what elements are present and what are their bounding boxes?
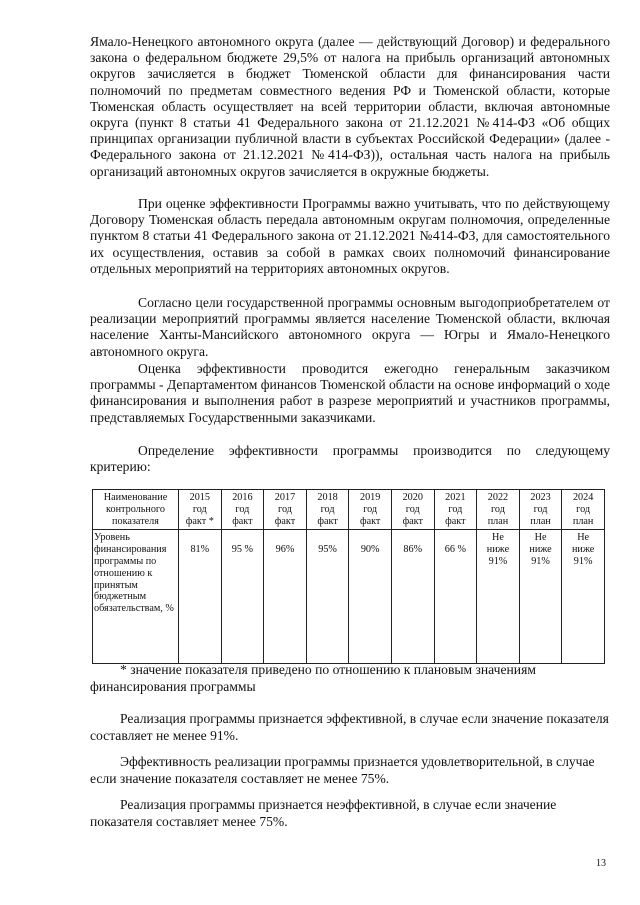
paragraph-treaty: Ямало-Ненецкого автономного округа (далее — действующий Договор) и федерального закона о федеральном бюджете 29,5% от налога на прибыль организаций автономных округов зачисляется в бюджет Тюменской области для финансирования части полномочий по предметам совместного ведения РФ и Тюменской области, которые Тюменская область осуществляет на всей территории области, включая автономные округа (пункт 8 статьи 41 Федерального закона от 21.12.2021 №414-ФЗ «Об общих принципах организации публичной власти в субъектах Российской Федерации» (далее - Федерального закона от 21.12.2021 №414-ФЗ)), остальная часть налога на прибыль организаций автономных округов зачисляется в окружные бюджеты. [90, 34, 610, 179]
header-year: 2015 [189, 492, 210, 503]
header-word: год [490, 503, 505, 515]
header-year: 2023 [530, 492, 551, 503]
header-word: год [278, 503, 292, 515]
header-kind: факт [359, 515, 381, 527]
value-2022: Не ниже 91% [477, 530, 520, 664]
paragraph-criterion: Определение эффективности программы производится по следующему критерию: [90, 443, 610, 475]
header-year-2022 [477, 490, 520, 530]
header-kind: факт [445, 515, 466, 527]
value-2024: Не ниже 91% [562, 530, 605, 664]
header-word: год [533, 503, 548, 515]
paragraph-efficiency-note: При оценке эффективности Программы важно учитывать, что по действующему Договору Тюменская область передала автономным округам полномочия, определенные пунктом 8 статьи 41 Федерального закона от 21.12.2021 №414-ФЗ, для самостоятельного их осуществления, оставив за собой в рамках своих полномочий финансирование отдельных мероприятий на территориях автономных округов. [90, 196, 610, 276]
value-2016: 95 % [221, 530, 264, 664]
header-kind: план [530, 515, 551, 527]
value-2021: 66 % [434, 530, 477, 664]
header-year: 2016 [232, 492, 253, 503]
header-kind: план [487, 515, 509, 527]
header-year-2020 [391, 490, 434, 530]
header-year: 2018 [317, 492, 338, 503]
footnote: * значение показателя приведено по отношению к плановым значениям финансирования программы [90, 662, 536, 694]
header-kind: факт [402, 515, 423, 527]
header-word: год [363, 503, 378, 515]
value-2015: 81% [179, 530, 222, 664]
table-row [93, 530, 605, 664]
header-word: год [320, 503, 335, 515]
header-year-2024 [562, 490, 605, 530]
conclusion-ineffective: Реализация программы признается неэффективной, в случае если значение показателя составляет менее 75%. [90, 797, 557, 829]
conclusion-satisfactory: Эффективность реализации программы признается удовлетворительной, в случае если значение показателя составляет не менее 75%. [90, 754, 595, 786]
value-2018: 95% [306, 530, 349, 664]
header-word: год [235, 503, 250, 515]
header-year-2015 [179, 490, 222, 530]
row-label: Уровень финансирования программы по отношению к принятым бюджетным обязательствам, % [93, 530, 179, 664]
header-word: год [448, 503, 463, 515]
header-kind: факт [232, 515, 253, 527]
header-year-2021 [434, 490, 477, 530]
paragraph-beneficiary: Согласно цели государственной программы основным выгодоприобретателем от реализации мероприятий программы является население Тюменской области, включая население Ханты-Мансийского автономного округа — Югры и Ямало-Ненецкого автономного округа. [90, 295, 610, 359]
header-year-2017 [264, 490, 307, 530]
conclusion-effective: Реализация программы признается эффективной, в случае если значение показателя составляет не менее 91%. [90, 711, 609, 743]
header-year-2023 [519, 490, 562, 530]
value-2019: 90% [349, 530, 392, 664]
header-year: 2020 [402, 492, 423, 503]
header-word: год [576, 503, 591, 515]
header-year: 2021 [445, 492, 466, 503]
page-number: 13 [596, 858, 606, 869]
header-indicator-name: Наименование контрольного показателя [93, 490, 179, 530]
header-kind: факт [317, 515, 338, 527]
header-year-2018 [306, 490, 349, 530]
header-year: 2022 [487, 492, 509, 503]
header-year-2019 [349, 490, 392, 530]
value-2017: 96% [264, 530, 307, 664]
header-year-2016 [221, 490, 264, 530]
table-header-row [93, 490, 605, 530]
header-year: 2017 [274, 492, 296, 503]
header-word: год [405, 503, 420, 515]
header-kind: факт [274, 515, 296, 527]
value-2023: Не ниже 91% [519, 530, 562, 664]
header-year: 2019 [359, 492, 381, 503]
value-2020: 86% [391, 530, 434, 664]
header-kind: план [572, 515, 594, 527]
header-word: год [192, 503, 207, 515]
header-kind: факт * [185, 515, 214, 527]
criteria-table [92, 489, 605, 664]
paragraph-evaluation: Оценка эффективности проводится ежегодно генеральным заказчиком программы - Департаментом финансов Тюменской области на основе информаций о ходе финансирования и выполнения работ в разрезе мероприятий и участников программы, представляемых Государственными заказчиками. [90, 361, 610, 425]
header-year: 2024 [572, 492, 594, 503]
